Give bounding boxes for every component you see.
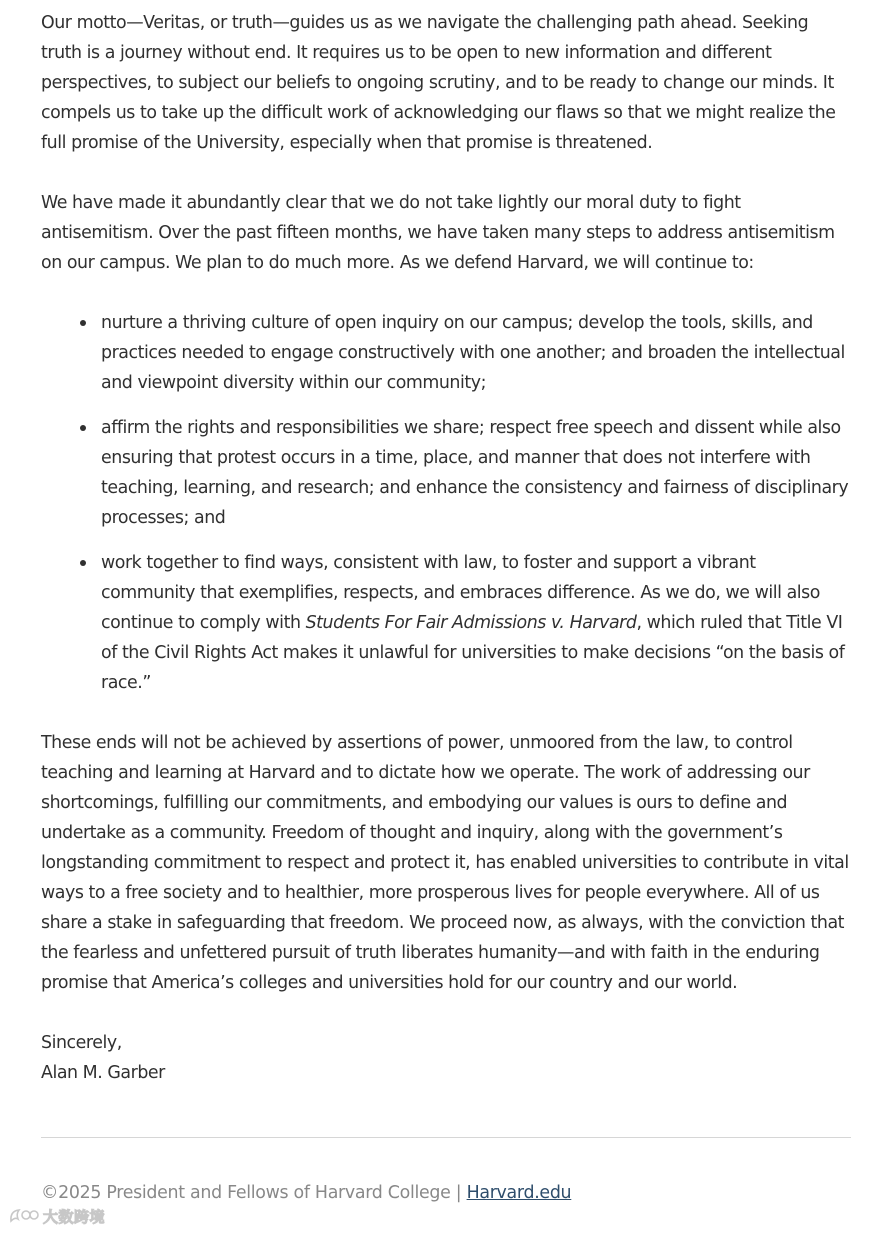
signatory-name: Alan M. Garber: [41, 1063, 165, 1083]
letter-body: [41, 8, 853, 1088]
signoff: [41, 1028, 853, 1088]
copyright-text: ©2025 President and Fellows of Harvard College |: [41, 1183, 467, 1203]
commitments-list: [41, 308, 853, 698]
salutation: Sincerely,: [41, 1033, 122, 1053]
commitment-text: nurture a thriving culture of open inquiry on our campus; develop the tools, skills, and practices needed to engage constructively with one another; and broaden the intellectual and viewpoint diversity within our community;: [101, 313, 845, 393]
case-name: Students For Fair Admissions v. Harvard: [305, 613, 637, 633]
watermark-text: 大数跨境: [43, 1207, 106, 1226]
bullet-icon: [80, 560, 86, 566]
paragraph-motto: Our motto—Veritas, or truth—guides us as we navigate the challenging path ahead. Seeking truth is a journey without end. It requires us to be open to new information and different perspectives, to subject our beliefs to ongoing scrutiny, and to be ready to change our minds. It compels us to take up the difficult work of acknowledging our flaws so that we might realize the full promise of the University, especially when that promise is threatened.: [41, 13, 836, 153]
footer-divider: [41, 1137, 851, 1138]
watermark-logo-icon: [8, 1205, 40, 1227]
harvard-edu-link[interactable]: Harvard.edu: [466, 1183, 572, 1203]
bullet-icon: [80, 320, 86, 326]
footer: [41, 1178, 571, 1208]
bullet-icon: [80, 425, 86, 431]
list-item: [101, 413, 853, 533]
watermark: [8, 1203, 105, 1229]
commitment-text-before: work together to find ways, consistent with law, to foster and support a vibrant community that exemplifies, respects, and embraces difference. As we do, we will also continue to comply with: [101, 553, 820, 633]
list-item: [101, 548, 853, 698]
paragraph-antisemitism: We have made it abundantly clear that we do not take lightly our moral duty to fight antisemitism. Over the past fifteen months, we have taken many steps to address antisemitism on our campus. We plan to do much more. As we defend Harvard, we will continue to:: [41, 193, 835, 273]
list-item: [101, 308, 853, 398]
paragraph-closing: These ends will not be achieved by assertions of power, unmoored from the law, to control teaching and learning at Harvard and to dictate how we operate. The work of addressing our shortcomings, fulfilling our commitments, and embodying our values is ours to define and undertake as a community. Freedom of thought and inquiry, along with the government’s longstanding commitment to respect and protect it, has enabled universities to contribute in vital ways to a free society and to healthier, more prosperous lives for people everywhere. All of us share a stake in safeguarding that freedom. We proceed now, as always, with the conviction that the fearless and unfettered pursuit of truth liberates humanity—and with faith in the enduring promise that America’s colleges and universities hold for our country and our world.: [41, 733, 849, 993]
commitment-text-after: , which ruled that Title VI of the Civil Rights Act makes it unlawful for universities to make decisions “on the basis of race.”: [101, 613, 845, 693]
commitment-text: affirm the rights and responsibilities we share; respect free speech and dissent while also ensuring that protest occurs in a time, place, and manner that does not interfere with teaching, learning, and research; and enhance the consistency and fairness of disciplinary processes; and: [101, 418, 849, 528]
